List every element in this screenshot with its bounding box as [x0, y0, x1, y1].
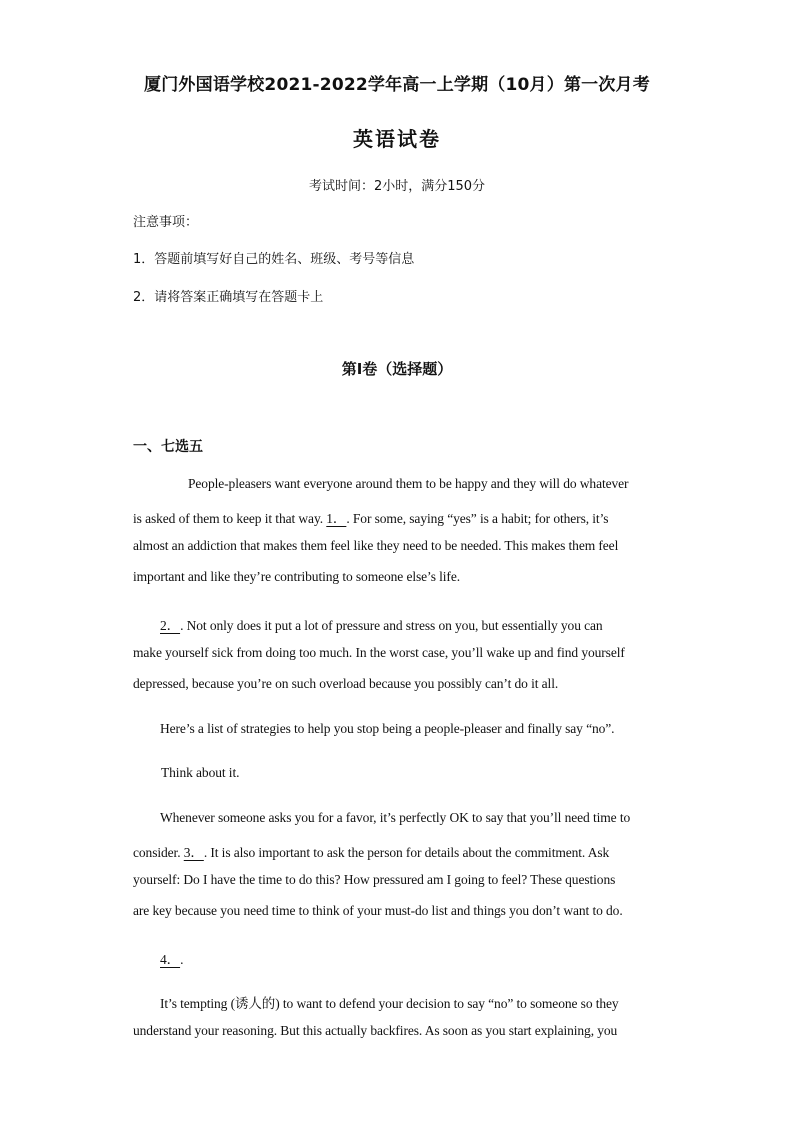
passage-line: depressed, because you’re on such overload because you possibly can’t do it all.	[133, 676, 559, 691]
passage-text: . It is also important to ask the person for details about the commitment. Ask	[203, 845, 610, 860]
passage-line	[133, 841, 663, 861]
exam-title: 厦门外国语学校2021-2022学年高一上学期（10月）第一次月考	[144, 75, 650, 95]
passage-line: Whenever someone asks you for a favor, it’s perfectly OK to say that you’ll need time to	[160, 810, 631, 825]
note-item-2: 2．请将答案正确填写在答题卡上	[133, 290, 324, 305]
blank-3: 3．	[183, 845, 204, 860]
part-title: 一、七选五	[133, 439, 203, 455]
passage-text: . Not only does it put a lot of pressure and stress on you, but essentially you can	[180, 618, 603, 633]
passage-text: . For some, saying “yes” is a habit; for others, it’s	[346, 511, 609, 526]
notes-heading: 注意事项：	[133, 215, 199, 230]
passage-line: make yourself sick from doing too much. In the worst case, you’ll wake up and find yourself	[133, 645, 625, 660]
passage-text: .	[180, 952, 184, 967]
passage-subheading: Think about it.	[161, 765, 240, 780]
passage-line: It’s tempting (诱人的) to want to defend your decision to say “no” to someone so they	[160, 996, 619, 1011]
passage-line: Here’s a list of strategies to help you stop being a people-pleaser and finally say “no”.	[160, 721, 615, 736]
section-title: 第I卷（选择题）	[341, 360, 453, 378]
blank-2: 2．	[160, 618, 181, 633]
passage-line: yourself: Do I have the time to do this? How pressured am I going to feel? These questions	[133, 872, 616, 887]
passage-line: important and like they’re contributing to someone else’s life.	[133, 569, 460, 584]
passage-line: almost an addiction that makes them feel like they need to be needed. This makes them feel	[133, 538, 619, 553]
blank-4: 4．	[160, 952, 181, 967]
passage-line	[133, 507, 663, 527]
passage-text: consider.	[133, 845, 184, 860]
passage-text: is asked of them to keep it that way.	[133, 511, 327, 526]
passage-line: understand your reasoning. But this actually backfires. As soon as you start explaining, you	[133, 1023, 618, 1038]
exam-time-info: 考试时间：2小时，满分150分	[308, 179, 486, 194]
passage-line	[160, 948, 690, 968]
passage-line	[160, 614, 690, 634]
note-item-1: 1．答题前填写好自己的姓名、班级、考号等信息	[133, 252, 415, 267]
exam-subtitle: 英语试卷	[353, 127, 441, 151]
passage-line: are key because you need time to think of your must-do list and things you don’t want to do.	[133, 903, 623, 918]
passage-line: People-pleasers want everyone around them to be happy and they will do whatever	[188, 476, 629, 491]
blank-1: 1．	[326, 511, 347, 526]
